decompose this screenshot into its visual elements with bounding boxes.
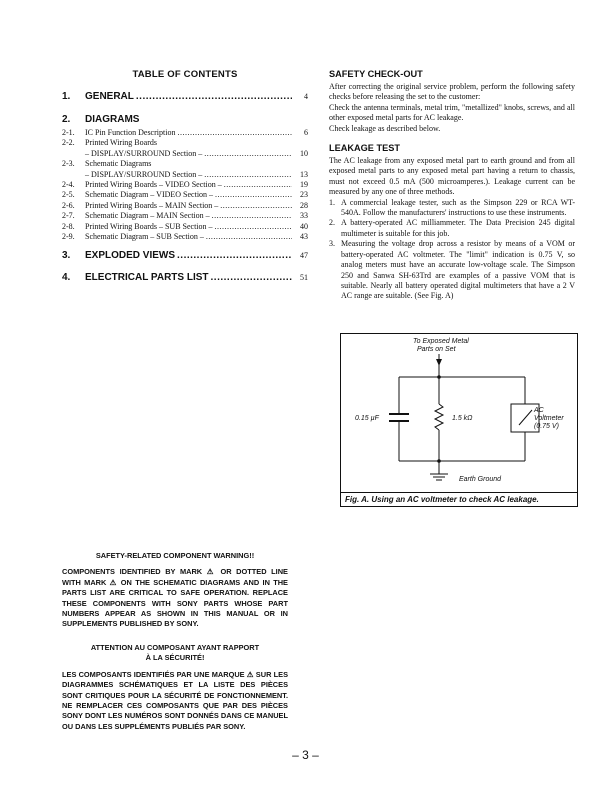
safety-intro-2: Check the antenna terminals, metal trim, "metallized" knobs, screws, and all other exposed metal parts for AC leakage. <box>329 102 575 123</box>
toc-section-label: GENERAL <box>85 91 134 102</box>
toc-leader-dots <box>215 190 292 200</box>
toc-item-number: 2-4. <box>62 179 75 189</box>
warning-body: LES COMPOSANTS IDENTIFIÉS PAR UNE MARQUE ⚠ SUR LES DIAGRAMMES SCHÉMATIQUES ET LA LISTE DES PIÈCES SONT CRITIQUES POUR LA SÉCURITÉ DE FONCTIONNEMENT. NE REMPLACER CES COMPOSANTS QUE PAR DES PIÈCES SONY DONT LES NUMÉROS SONT DONNÉS DANS CE MANUEL OU DANS LES SUPPLÉMENTS PUBLIÉS PAR SONY. <box>62 669 288 731</box>
toc-item[interactable] <box>62 190 308 200</box>
warning-body: COMPONENTS IDENTIFIED BY MARK ⚠ OR DOTTED LINE WITH MARK ⚠ ON THE SCHEMATIC DIAGRAMS AND IN THE PARTS LIST ARE CRITICAL TO SAFE OPERATION. REPLACE THESE COMPONENTS WITH SONY PARTS WHOSE PART NUMBERS APPEAR AS SHOWN IN THIS MANUAL OR IN SUPPLEMENTS PUBLISHED BY SONY. <box>62 567 288 629</box>
toc-item-label: Printed Wiring Boards <box>85 138 157 148</box>
page-number: – 3 – <box>292 748 319 762</box>
list-item <box>329 239 575 301</box>
toc-page-number: 33 <box>300 211 308 221</box>
toc-item[interactable] <box>62 232 308 242</box>
toc-item-number: 2-6. <box>62 200 75 210</box>
meter-label-3: (0.75 V) <box>534 423 559 430</box>
toc-page-number: 40 <box>300 221 308 231</box>
toc-item-label: IC Pin Function Description <box>85 128 176 137</box>
probe-label-2: Parts on Set <box>417 346 456 353</box>
capacitor-value-label: 0.15 µF <box>355 415 379 422</box>
list-item <box>329 218 575 239</box>
toc-leader-dots <box>212 211 292 221</box>
toc-item-label: Schematic Diagram – SUB Section – <box>85 231 204 241</box>
figure-caption: Fig. A. Using an AC voltmeter to check AC leakage. <box>341 492 577 506</box>
toc-page-number: 43 <box>300 231 308 241</box>
toc-item-number: 2-5. <box>62 190 75 200</box>
toc-page-number: 51 <box>300 273 308 283</box>
toc-item-label: Schematic Diagram – VIDEO Section – <box>85 190 214 200</box>
leakage-intro: The AC leakage from any exposed metal part to earth ground and from all exposed metal parts to any exposed metal part having a return to chassis, must not exceed 0.5 mA (500 microamperes.). Leakage current can be measured by any one of three methods. <box>329 156 575 197</box>
toc-section-number: 4. <box>62 272 71 284</box>
toc-item-number: 2-2. <box>62 138 75 148</box>
warning-title: SAFETY-RELATED COMPONENT WARNING!! <box>95 551 255 560</box>
list-item-text: Measuring the voltage drop across a resistor by means of a VOM or battery-operated AC voltmeter. The "limit" indication is 0.75 V, so analog meters must have an accurate low-voltage scale. The Simpson 250 and Sanwa SH-63Trd are examples of a passive VOM that is suitable. Nearly all battery operated digital multimeters that have a 2 V AC range are suitable. (See Fig. A) <box>341 239 575 301</box>
toc-leader-dots <box>136 91 292 102</box>
toc-page-number: 47 <box>300 251 308 261</box>
toc-leader-dots <box>177 250 292 261</box>
toc-item-number: 2-8. <box>62 221 75 231</box>
leakage-method-list <box>329 198 575 302</box>
toc-section-number: 2. <box>62 114 71 125</box>
safety-warning-french <box>62 643 288 732</box>
warning-title-line-2: À LA SÉCURITÉ! <box>145 653 205 663</box>
toc-leader-dots <box>177 128 292 138</box>
toc-page-number: 4 <box>304 92 308 101</box>
toc-section-electrical-parts-list[interactable] <box>62 272 308 286</box>
toc-item[interactable] <box>62 201 308 211</box>
toc-item[interactable] <box>62 138 308 148</box>
toc-item-number: 2-1. <box>62 128 75 137</box>
toc-leader-dots <box>220 201 292 211</box>
list-item-number: 3. <box>329 239 335 249</box>
toc-item[interactable] <box>62 128 308 138</box>
toc-page-number: 6 <box>304 128 308 137</box>
meter-needle <box>519 410 532 425</box>
toc-item-number: 2-7. <box>62 211 75 221</box>
list-item <box>329 198 575 219</box>
toc-item[interactable] <box>62 222 308 232</box>
toc-item-label: Printed Wiring Boards – MAIN Section – <box>85 200 219 210</box>
warning-title-line-1: ATTENTION AU COMPOSANT AYANT RAPPORT <box>90 643 260 652</box>
safety-checkout-heading: SAFETY CHECK-OUT <box>329 69 423 79</box>
safety-column <box>329 69 575 302</box>
toc-item-label: Schematic Diagrams <box>85 159 152 169</box>
table-of-contents <box>62 69 308 286</box>
toc-section-diagrams[interactable] <box>62 114 308 128</box>
toc-item-label: – DISPLAY/SURROUND Section – <box>85 148 203 158</box>
toc-item[interactable] <box>62 180 308 190</box>
toc-leader-dots <box>215 222 292 232</box>
list-item-number: 1. <box>329 197 335 207</box>
toc-page-number: 23 <box>300 190 308 200</box>
junction-dot <box>437 375 441 379</box>
toc-item-label: Printed Wiring Boards – VIDEO Section – <box>85 179 222 189</box>
toc-page-number: 13 <box>300 169 308 179</box>
meter-label-1: AC <box>534 407 544 414</box>
toc-item[interactable] <box>62 170 308 180</box>
toc-leader-dots <box>211 272 292 283</box>
safety-intro-1: After correcting the original service problem, perform the following safety checks before releasing the set to the customer: <box>329 82 575 102</box>
earth-ground-label: Earth Ground <box>459 476 502 483</box>
toc-page-number: 28 <box>300 200 308 210</box>
safety-intro-3: Check leakage as described below. <box>329 123 441 133</box>
toc-item-label: Schematic Diagram – MAIN Section – <box>85 211 210 221</box>
list-item-number: 2. <box>329 218 335 228</box>
toc-section-label: EXPLODED VIEWS <box>85 250 176 262</box>
toc-section-label: DIAGRAMS <box>85 114 140 125</box>
toc-item-label: Printed Wiring Boards – SUB Section – <box>85 221 213 231</box>
toc-section-exploded-views[interactable] <box>62 250 308 264</box>
safety-warning-english <box>62 551 288 630</box>
arrow-down-icon <box>436 359 442 366</box>
toc-item-label: – DISPLAY/SURROUND Section – <box>85 169 203 179</box>
toc-item[interactable] <box>62 211 308 221</box>
toc-page-number: 10 <box>300 148 308 158</box>
toc-page-number: 19 <box>300 179 308 189</box>
probe-label-1: To Exposed Metal <box>413 338 469 345</box>
toc-leader-dots <box>206 232 292 242</box>
toc-item-number: 2-3. <box>62 159 75 169</box>
junction-dot <box>437 459 441 463</box>
toc-item[interactable] <box>62 149 308 159</box>
list-item-text: A battery-operated AC milliammeter. The Data Precision 245 digital multimeter is suitable for this job. <box>341 218 575 238</box>
toc-section-label: ELECTRICAL PARTS LIST <box>85 272 209 284</box>
leakage-test-text <box>329 156 575 302</box>
toc-section-number: 3. <box>62 250 71 262</box>
meter-label-2: Voltmeter <box>534 415 564 422</box>
leakage-test-heading: LEAKAGE TEST <box>329 143 400 154</box>
resistor-value-label: 1.5 kΩ <box>452 415 473 422</box>
toc-title: TABLE OF CONTENTS <box>132 69 238 80</box>
resistor-zigzag <box>435 404 443 430</box>
toc-leader-dots <box>204 170 292 180</box>
toc-item-number: 2-9. <box>62 231 75 241</box>
list-item-text: A commercial leakage tester, such as the Simpson 229 or RCA WT-540A. Follow the manufacturers' instructions to use these instruments. <box>341 197 575 218</box>
safety-checkout-text <box>329 82 575 134</box>
toc-section-number: 1. <box>62 91 71 102</box>
toc-section-general[interactable] <box>62 91 308 105</box>
toc-leader-dots <box>204 149 292 159</box>
toc-leader-dots <box>224 180 292 190</box>
figure-a-circuit <box>340 333 578 507</box>
toc-item[interactable] <box>62 159 308 169</box>
